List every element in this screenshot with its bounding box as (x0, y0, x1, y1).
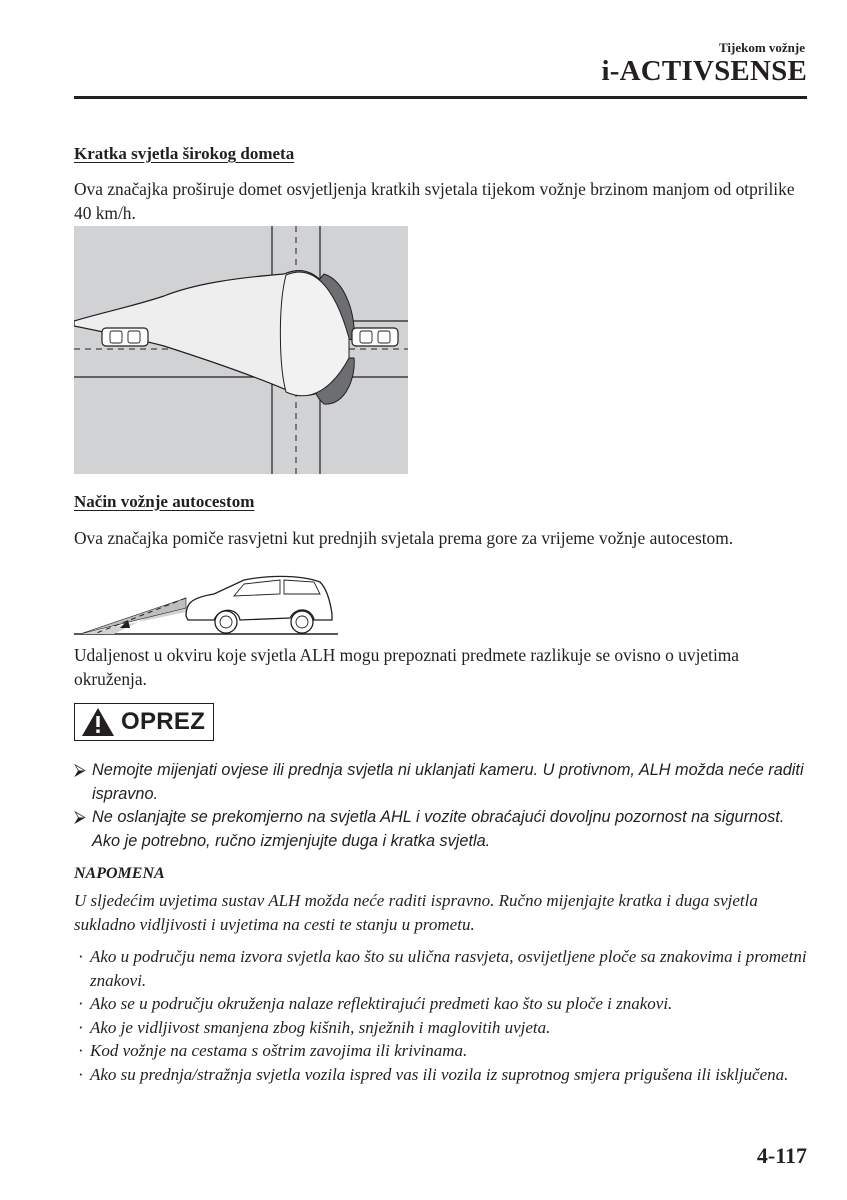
note-item-text: Ako se u području okruženja nalaze reflektirajući predmeti kao što su ploče i znakovi. (90, 994, 673, 1013)
list-item (74, 945, 814, 992)
note-item-text: Ako u području nema izvora svjetla kao što su ulična rasvjeta, osvijetljene ploče sa znakovima i prometni znakovi. (90, 947, 807, 990)
section-subheader: Tijekom vožnje (718, 40, 805, 55)
warning-triangle-icon (81, 707, 115, 737)
motorway-heading: Način vožnje autocestom (74, 492, 255, 511)
caution-list (74, 759, 814, 853)
caution-item-text: Nemojte mijenjati ovjese ili prednja svjetla ni uklanjati kameru. U protivnom, ALH možda neće raditi ispravno. (92, 761, 804, 803)
arrow-bullet-icon: ⮚ (74, 808, 86, 826)
note-intro: U sljedećim uvjetima sustav ALH možda neće raditi ispravno. Ručno mijenjajte kratka i duga svjetla sukladno vidljivosti i uvjetima na cesti te stanju u prometu. (74, 891, 758, 934)
caution-box (74, 703, 214, 741)
caution-item (74, 806, 814, 853)
list-item (74, 1063, 814, 1087)
note-item-text: Ako su prednja/stražnja svjetla vozila ispred vas ili vozila iz suprotnog smjera prigušena ili isključena. (90, 1064, 789, 1084)
bullet-dot-icon: · (78, 947, 84, 966)
caution-item (74, 759, 814, 806)
list-item (74, 1039, 814, 1063)
wide-beam-text: Ova značajka proširuje domet osvjetljenja kratkih svjetala tijekom vožnje brzinom manjom od otprilike 40 km/h. (74, 179, 795, 223)
arrow-bullet-icon: ⮚ (74, 761, 86, 779)
page-number: 4-117 (756, 1143, 807, 1168)
bullet-dot-icon: · (78, 1041, 84, 1060)
header-rule (74, 96, 807, 99)
page-title: i-ACTIVSENSE (601, 55, 807, 87)
note-list (74, 945, 814, 1086)
bullet-dot-icon: · (78, 1064, 84, 1084)
note-heading: NAPOMENA (74, 865, 165, 882)
motorway-car-illustration (74, 570, 338, 636)
motorway-text: Ova značajka pomiče rasvjetni kut prednjih svjetala prema gore za vrijeme vožnje autocestom. (74, 528, 734, 548)
bullet-dot-icon: · (78, 1017, 84, 1037)
note-item-text: Kod vožnje na cestama s oštrim zavojima ili krivinama. (90, 1041, 468, 1060)
motorway-after-text: Udaljenost u okviru koje svjetla ALH mogu prepoznati predmete razlikuje se ovisno o uvjetima okruženja. (74, 645, 740, 689)
bullet-dot-icon: · (78, 994, 84, 1013)
list-item (74, 992, 814, 1016)
caution-item-text: Ne oslanjajte se prekomjerno na svjetla AHL i vozite obraćajući dovoljnu pozornost na sigurnost. Ako je potrebno, ručno izmjenjujte duga i kratka svjetla. (92, 808, 785, 850)
list-item (74, 1016, 814, 1040)
caution-label: OPREZ (121, 708, 206, 735)
wide-beam-heading: Kratka svjetla širokog dometa (74, 144, 295, 163)
wide-beam-illustration (74, 226, 408, 474)
note-item-text: Ako je vidljivost smanjena zbog kišnih, snježnih i maglovitih uvjeta. (90, 1017, 551, 1037)
